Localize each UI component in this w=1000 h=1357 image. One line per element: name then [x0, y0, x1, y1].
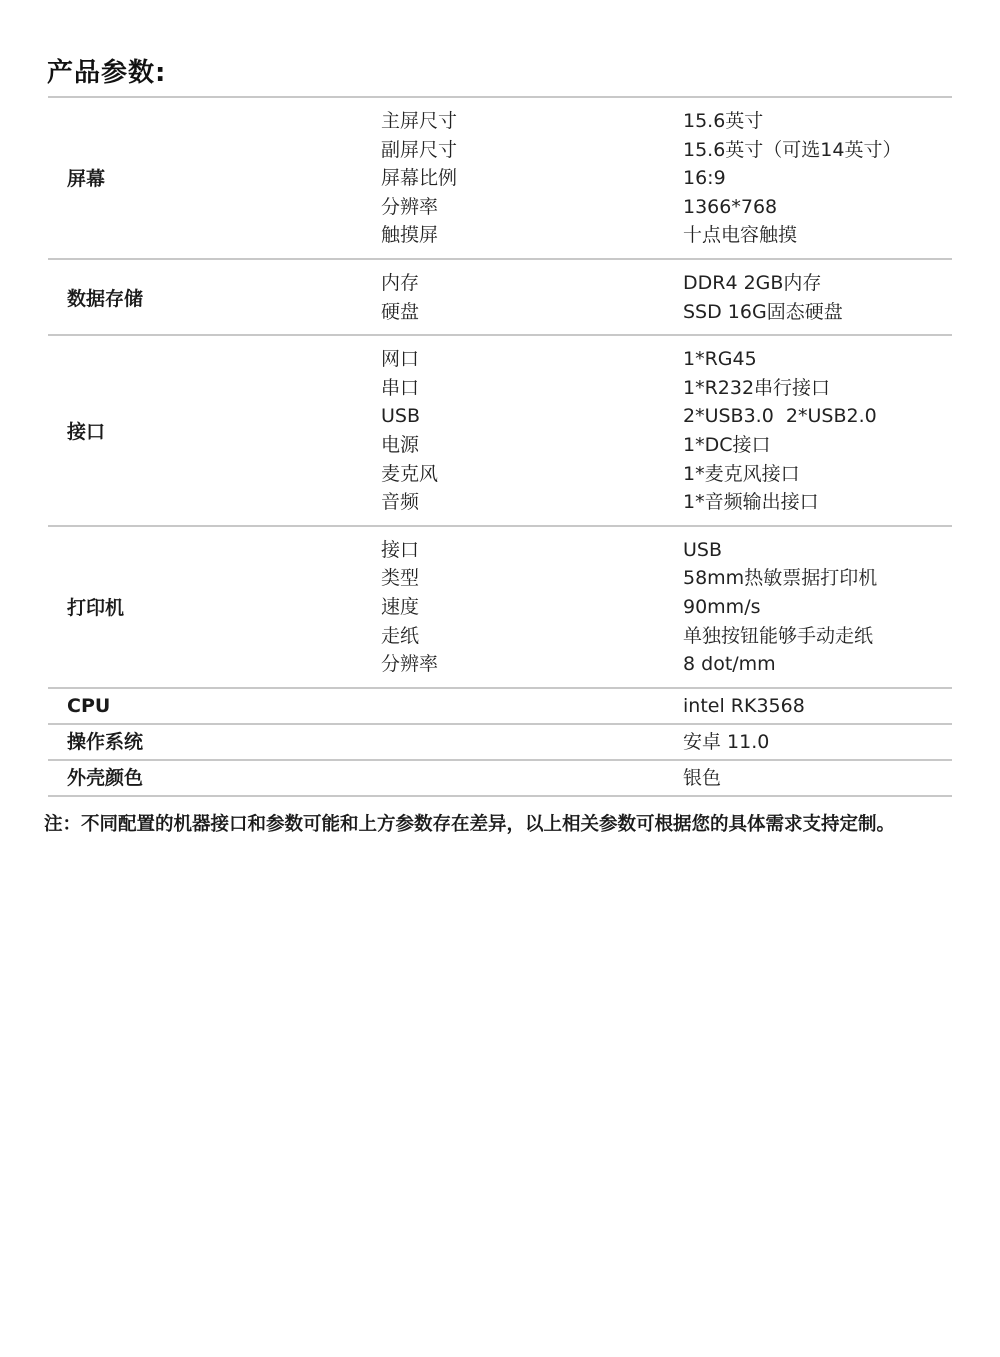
- spec-key: 串口: [381, 376, 420, 399]
- spec-row: [48, 402, 952, 431]
- spec-value: 十点电容触摸: [683, 224, 798, 247]
- spec-row: [48, 298, 952, 327]
- spec-value: 1*麦克风接口: [683, 462, 800, 485]
- spec-group-printer: [48, 527, 952, 689]
- spec-row-cpu: [48, 689, 952, 725]
- spec-row: [48, 431, 952, 460]
- spec-key: 音频: [381, 491, 420, 514]
- spec-key: 主屏尺寸: [381, 110, 458, 132]
- spec-row: [48, 374, 952, 403]
- spec-value: 15.6英寸: [683, 110, 764, 132]
- spec-value: 16:9: [683, 167, 726, 190]
- spec-value: 90mm/s: [683, 595, 761, 618]
- spec-group-screen: [48, 98, 952, 260]
- spec-key: 电源: [381, 433, 420, 456]
- spec-row: [48, 193, 952, 222]
- spec-key: 屏幕比例: [381, 167, 458, 190]
- spec-value: 15.6英寸（可选14英寸）: [683, 138, 902, 161]
- group-label: 屏幕: [67, 168, 106, 191]
- spec-key: USB: [381, 405, 421, 428]
- spec-row: [48, 460, 952, 489]
- group-label: 外壳颜色: [67, 766, 144, 789]
- spec-row-os: [48, 725, 952, 761]
- group-label: 打印机: [67, 597, 125, 620]
- spec-key: 触摸屏: [381, 224, 439, 247]
- group-label: CPU: [67, 694, 111, 717]
- spec-key: 内存: [381, 271, 420, 294]
- spec-key: 类型: [381, 567, 420, 590]
- spec-row: [48, 221, 952, 250]
- spec-row-color: [48, 761, 952, 797]
- spec-value: 1366*768: [683, 195, 778, 218]
- spec-key: 网口: [381, 348, 420, 371]
- spec-value: DDR4 2GB内存: [683, 271, 822, 294]
- spec-value: 单独按钮能够手动走纸: [683, 624, 874, 647]
- group-label: 数据存储: [67, 287, 144, 310]
- spec-value: SSD 16G固态硬盘: [683, 300, 843, 323]
- spec-row: [48, 622, 952, 651]
- spec-value: 1*DC接口: [683, 433, 771, 456]
- spec-row: [48, 269, 952, 298]
- spec-value: 银色: [683, 766, 722, 789]
- spec-value: 58mm热敏票据打印机: [683, 567, 878, 590]
- spec-value: 1*音频输出接口: [683, 491, 819, 514]
- spec-key: 接口: [381, 538, 420, 561]
- spec-key: 走纸: [381, 624, 420, 647]
- spec-value: USB: [683, 538, 723, 561]
- footnote: 注：不同配置的机器接口和参数可能和上方参数存在差异，以上相关参数可根据您的具体需求支持定制。: [44, 814, 896, 835]
- group-label: 接口: [67, 420, 106, 443]
- spec-key: 分辨率: [381, 653, 439, 676]
- spec-row: [48, 536, 952, 565]
- spec-group-interfaces: [48, 336, 952, 527]
- spec-row: [48, 107, 952, 136]
- spec-row: [48, 650, 952, 679]
- spec-row: [48, 164, 952, 193]
- spec-row: [48, 345, 952, 374]
- spec-value: 8 dot/mm: [683, 653, 776, 676]
- spec-row: [48, 593, 952, 622]
- group-label: 操作系统: [67, 730, 144, 753]
- spec-value: intel RK3568: [683, 694, 805, 717]
- spec-key: 分辨率: [381, 195, 439, 218]
- spec-key: 副屏尺寸: [381, 138, 458, 161]
- spec-key: 硬盘: [381, 300, 420, 323]
- spec-table: [48, 96, 952, 797]
- spec-row: [48, 488, 952, 517]
- spec-value: 1*RG45: [683, 348, 757, 371]
- spec-group-storage: [48, 260, 952, 336]
- spec-row: [48, 136, 952, 165]
- spec-value: 安卓 11.0: [683, 730, 770, 753]
- spec-row: [48, 564, 952, 593]
- spec-value: 2*USB3.0 2*USB2.0: [683, 405, 877, 428]
- page-title: 产品参数:: [47, 58, 167, 88]
- spec-key: 速度: [381, 595, 420, 618]
- spec-key: 麦克风: [381, 462, 439, 485]
- spec-value: 1*R232串行接口: [683, 376, 831, 399]
